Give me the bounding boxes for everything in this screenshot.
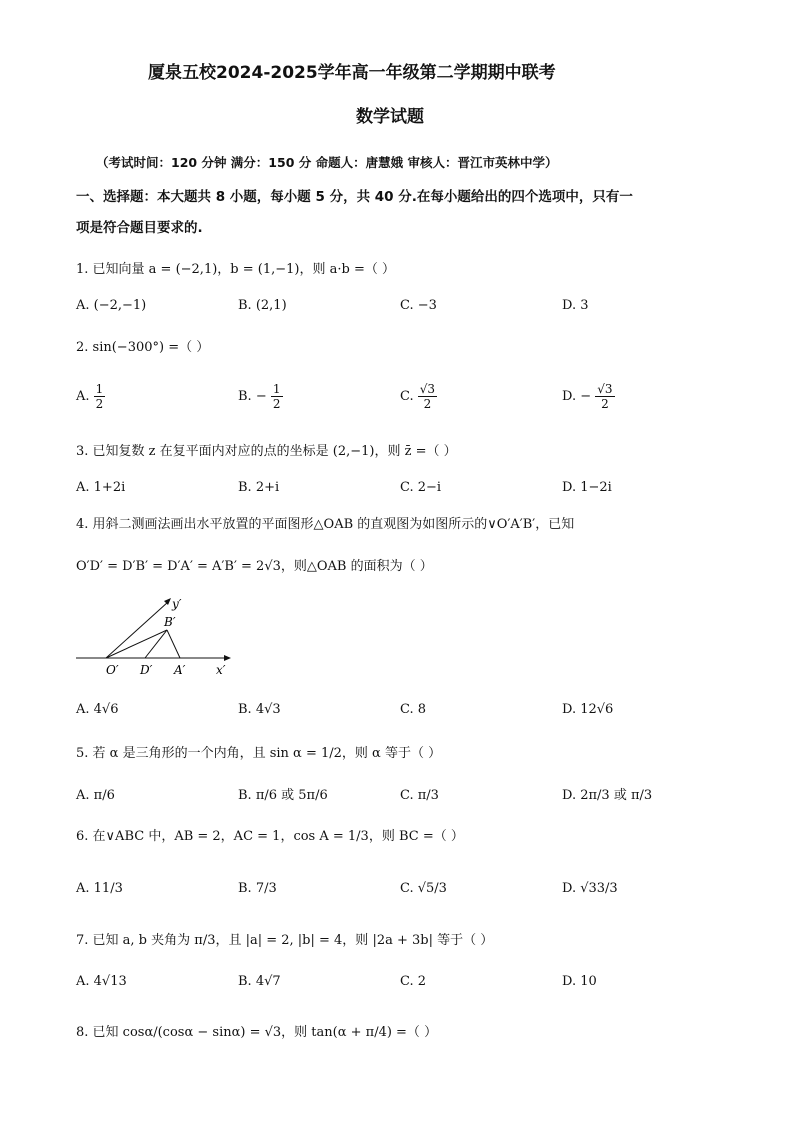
q2-d-den: 2 bbox=[601, 397, 609, 411]
question-5-stem: 5. 若 α 是三角形的一个内角，且 sin α = 1/2，则 α 等于（ ） bbox=[76, 746, 442, 761]
q4-figure bbox=[74, 594, 244, 684]
question-7-stem: 7. 已知 a, b 夹角为 π/3，且 |a| = 2, |b| = 4，则 |2a + 3b| 等于（ ） bbox=[76, 933, 494, 948]
q2-d-prefix: D. − bbox=[562, 389, 592, 404]
q1-option-c[interactable]: C. −3 bbox=[400, 298, 437, 313]
label-a: A′ bbox=[174, 663, 186, 677]
q5-option-c[interactable]: C. π/3 bbox=[400, 788, 439, 803]
q2-c-den: 2 bbox=[423, 397, 432, 411]
question-2-stem: 2. sin(−300°) =（ ） bbox=[76, 340, 210, 355]
q4-option-b[interactable]: B. 4√3 bbox=[238, 702, 281, 717]
q2-c-prefix: C. bbox=[400, 389, 414, 404]
q2-b-num: 1 bbox=[272, 382, 281, 396]
label-o: O′ bbox=[106, 663, 119, 677]
q2-b-prefix: B. − bbox=[238, 389, 267, 404]
q5-option-a[interactable]: A. π/6 bbox=[76, 788, 115, 803]
q2-a-prefix: A. bbox=[76, 389, 90, 404]
q2-b-den: 2 bbox=[272, 397, 281, 411]
q2-a-num: 1 bbox=[95, 382, 104, 396]
question-1-stem: 1. 已知向量 a = (−2,1)，b = (1,−1)，则 a·b =（ ） bbox=[76, 262, 395, 277]
question-4-stem-line1: 4. 用斜二测画法画出水平放置的平面图形△OAB 的直观图为如图所示的∨O′A′B′，已知 bbox=[76, 517, 575, 532]
q2-c-num: √3 bbox=[419, 382, 436, 396]
q3-option-b[interactable]: B. 2+i bbox=[238, 480, 280, 495]
q2-option-d[interactable] bbox=[562, 382, 615, 411]
q2-a-fraction bbox=[94, 382, 106, 411]
q2-d-num: √3 bbox=[597, 382, 613, 396]
question-4-stem-line2: O′D′ = D′B′ = D′A′ = A′B′ = 2√3，则△OAB 的面积为（ ） bbox=[76, 559, 433, 574]
segment-ob bbox=[106, 630, 167, 658]
section-heading-line2: 项是符合题目要求的. bbox=[76, 220, 203, 236]
question-6-stem: 6. 在∨ABC 中，AB = 2，AC = 1，cos A = 1/3，则 BC =（ ） bbox=[76, 829, 464, 844]
q6-option-d[interactable]: D. √33/3 bbox=[562, 881, 618, 896]
q2-option-a[interactable] bbox=[76, 382, 105, 411]
question-3-stem: 3. 已知复数 z 在复平面内对应的点的坐标是 (2,−1)，则 z̄ =（ ） bbox=[76, 444, 457, 459]
question-8-stem: 8. 已知 cosα/(cosα − sinα) = √3，则 tan(α + π/4) =（ ） bbox=[76, 1025, 438, 1040]
q1-option-d[interactable]: D. 3 bbox=[562, 298, 589, 313]
q1-option-a[interactable]: A. (−2,−1) bbox=[76, 298, 147, 313]
label-d: D′ bbox=[140, 663, 153, 677]
q7-option-c[interactable]: C. 2 bbox=[400, 974, 427, 989]
q4-option-c[interactable]: C. 8 bbox=[400, 702, 427, 717]
label-b: B′ bbox=[164, 615, 176, 629]
q5-option-b[interactable]: B. π/6 或 5π/6 bbox=[238, 788, 328, 803]
q7-option-b[interactable]: B. 4√7 bbox=[238, 974, 281, 989]
q6-option-c[interactable]: C. √5/3 bbox=[400, 881, 447, 896]
y-axis-arrow bbox=[164, 598, 171, 605]
q2-c-fraction bbox=[418, 382, 437, 411]
exam-info: （考试时间：120 分钟 满分：150 分 命题人：唐慧娥 审核人：晋江市英林中学） bbox=[96, 155, 558, 170]
q7-option-d[interactable]: D. 10 bbox=[562, 974, 597, 989]
q5-option-d[interactable]: D. 2π/3 或 π/3 bbox=[562, 788, 653, 803]
exam-title: 厦泉五校2024-2025学年高一年级第二学期期中联考 bbox=[148, 63, 556, 83]
q4-option-a[interactable]: A. 4√6 bbox=[76, 702, 119, 717]
label-x: x′ bbox=[216, 663, 226, 677]
q2-a-den: 2 bbox=[95, 397, 104, 411]
section-heading-line1: 一、选择题：本大题共 8 小题，每小题 5 分，共 40 分.在每小题给出的四个选项中，只有一 bbox=[76, 189, 633, 205]
q2-option-c[interactable] bbox=[400, 382, 437, 411]
exam-subject: 数学试题 bbox=[356, 107, 424, 127]
q3-option-d[interactable]: D. 1−2i bbox=[562, 480, 612, 495]
label-y: y′ bbox=[172, 597, 182, 611]
q7-option-a[interactable]: A. 4√13 bbox=[76, 974, 127, 989]
y-axis bbox=[106, 602, 168, 658]
q2-d-fraction bbox=[595, 382, 614, 411]
segment-db bbox=[145, 630, 167, 658]
q6-option-a[interactable]: A. 11/3 bbox=[76, 881, 123, 896]
q4-option-d[interactable]: D. 12√6 bbox=[562, 702, 614, 717]
q6-option-b[interactable]: B. 7/3 bbox=[238, 881, 277, 896]
q2-option-b[interactable] bbox=[238, 382, 283, 411]
q2-b-fraction bbox=[271, 382, 283, 411]
x-axis-arrow bbox=[224, 655, 231, 661]
q1-option-b[interactable]: B. (2,1) bbox=[238, 298, 287, 313]
q3-option-c[interactable]: C. 2−i bbox=[400, 480, 442, 495]
segment-ab bbox=[167, 630, 180, 658]
q3-option-a[interactable]: A. 1+2i bbox=[76, 480, 126, 495]
